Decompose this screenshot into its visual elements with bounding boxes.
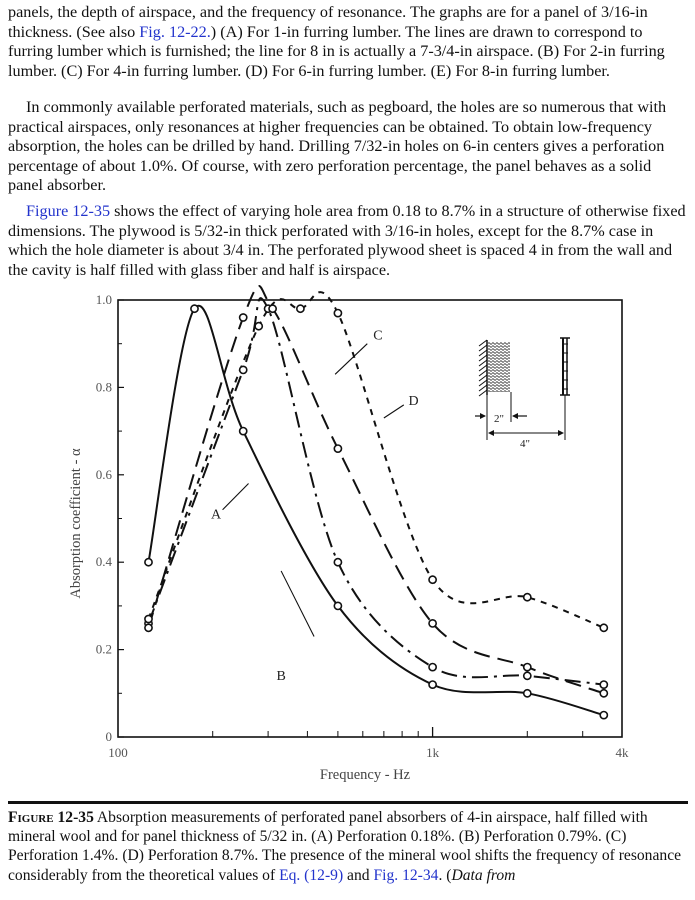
- data-point-c: [334, 445, 341, 452]
- data-point-a: [429, 681, 436, 688]
- wall-hatch: [479, 375, 487, 381]
- x-axis-label: Frequency - Hz: [319, 767, 411, 783]
- wall-hatch: [479, 385, 487, 391]
- data-point-d: [600, 624, 607, 631]
- wall-hatch: [479, 355, 487, 361]
- mineral-wool: [488, 342, 510, 392]
- data-point-c: [145, 624, 152, 631]
- plot-frame: [118, 300, 622, 737]
- caption-rule: [8, 801, 688, 804]
- chart-annotations: [211, 328, 419, 684]
- annotation-label-c: C: [373, 328, 383, 344]
- y-tick-label: 0.6: [95, 466, 112, 482]
- annotation-label-a: A: [211, 507, 222, 523]
- wall-hatch: [479, 345, 487, 351]
- data-point-d: [524, 594, 531, 601]
- dim-4-arrowhead-left: [488, 430, 494, 436]
- figure-caption: Figure 12-35 Absorption measurements of perforated panel absorbers of 4-in airspace, half filled with mineral wool and for panel thickness of 5/32 in. (A) Perforation 0.18%. (B) Perforation 0.79%. (C) Perforation 1.4%. (D) Perforation 8.7%. The presence of the mineral wool shifts the frequency of resonance considerably from the theoretical values of Eq. (12-9) and Fig. 12-34. (Data from: [8, 809, 682, 884]
- x-tick-label: 100: [108, 745, 128, 760]
- y-tick-label: 0.4: [95, 554, 112, 570]
- annotation-leader: [335, 344, 367, 375]
- absorption-chart: [0, 285, 695, 795]
- figure-link-12-22[interactable]: Fig. 12-22.: [139, 22, 211, 41]
- data-point-d: [297, 305, 304, 312]
- data-point-b: [600, 681, 607, 688]
- dim-2-arrowhead-right: [512, 413, 518, 419]
- data-point-c: [269, 305, 276, 312]
- paragraph-2: In commonly available perforated materials, such as pegboard, the holes are so numerous that with practical airspaces, only resonances at higher frequencies can be obtained. To obtain low-frequency absorption, the holes can be drilled by hand. Drilling 7/32-in holes on 6-in centers gives a perforation percentage of about 1.0%. Of course, with zero perforation percentage, the panel behaves as a solid panel absorber.: [8, 98, 667, 195]
- data-point-c: [240, 314, 247, 321]
- inset-diagram: [475, 338, 570, 450]
- data-point-a: [145, 559, 152, 566]
- wall-hatch: [479, 390, 487, 396]
- data-point-a: [600, 712, 607, 719]
- data-point-c: [524, 664, 531, 671]
- wall-hatch: [479, 340, 487, 346]
- caption-label: Figure 12-35: [8, 809, 94, 826]
- annotation-label-d: D: [408, 393, 419, 409]
- data-point-a: [191, 305, 198, 312]
- dim-4-label: 4": [520, 438, 530, 450]
- chart-series: [149, 286, 604, 715]
- data-point-c: [600, 690, 607, 697]
- y-tick-label: 0: [105, 729, 112, 744]
- data-point-d: [145, 615, 152, 622]
- data-point-d: [429, 576, 436, 583]
- data-point-b: [334, 559, 341, 566]
- x-tick-label: 1k: [426, 745, 440, 760]
- y-tick-label: 1.0: [95, 292, 112, 307]
- paragraph-3: Figure 12-35 shows the effect of varying hole area from 0.18 to 8.7% in a structure of otherwise fixed dimensions. The plywood is 5/32-in thick perforated with 3/16-in holes, except for the 8.7% case in which the hole diameter is about 3/4 in. The perforated plywood sheet is spaced 4 in from the wall and the cavity is half filled with glass fiber and half is airspace.: [8, 202, 686, 279]
- data-point-b: [429, 664, 436, 671]
- y-axis-label: Absorption coefficient - α: [68, 448, 84, 599]
- data-point-a: [240, 428, 247, 435]
- wall-hatch: [479, 365, 487, 371]
- annotation-label-b: B: [276, 669, 286, 685]
- dim-4-arrowhead-right: [558, 430, 564, 436]
- y-tick-label: 0.2: [95, 641, 112, 657]
- dim-2-label: 2": [494, 413, 504, 425]
- data-point-c: [429, 620, 436, 627]
- wall-hatch: [479, 360, 487, 366]
- paragraph-1: panels, the depth of airspace, and the frequency of resonance. The graphs are for a panel of 3/16-in thickness. (See also Fig. 12-22.) (A) For 1-in furring lumber. The lines are drawn to correspond to furring lumber which is furnished; the line for 8 in is actually a 7-3/4-in airspace. (B) For 2-in furring lumber. (C) For 4-in furring lumber. (D) For 6-in furring lumber. (E) For 8-in furring lumber.: [8, 3, 665, 80]
- annotation-leader: [223, 484, 249, 510]
- data-point-b: [240, 366, 247, 373]
- data-point-d: [334, 310, 341, 317]
- equation-link-12-9[interactable]: Eq. (12-9): [279, 866, 344, 884]
- x-tick-label: 4k: [615, 745, 629, 760]
- data-point-a: [524, 690, 531, 697]
- series-line-b: [149, 298, 604, 684]
- data-point-d: [255, 323, 262, 330]
- wall-hatch: [479, 380, 487, 386]
- y-tick-label: 0.8: [95, 379, 112, 395]
- wall-hatch: [479, 350, 487, 356]
- dim-2-arrowhead-left: [480, 413, 486, 419]
- annotation-leader: [281, 571, 314, 637]
- figure-link-12-35[interactable]: Figure 12-35: [26, 202, 111, 220]
- wall-hatch: [479, 370, 487, 376]
- data-point-a: [334, 602, 341, 609]
- figure-link-12-34[interactable]: Fig. 12-34: [373, 866, 439, 884]
- annotation-leader: [384, 405, 404, 418]
- data-point-b: [524, 672, 531, 679]
